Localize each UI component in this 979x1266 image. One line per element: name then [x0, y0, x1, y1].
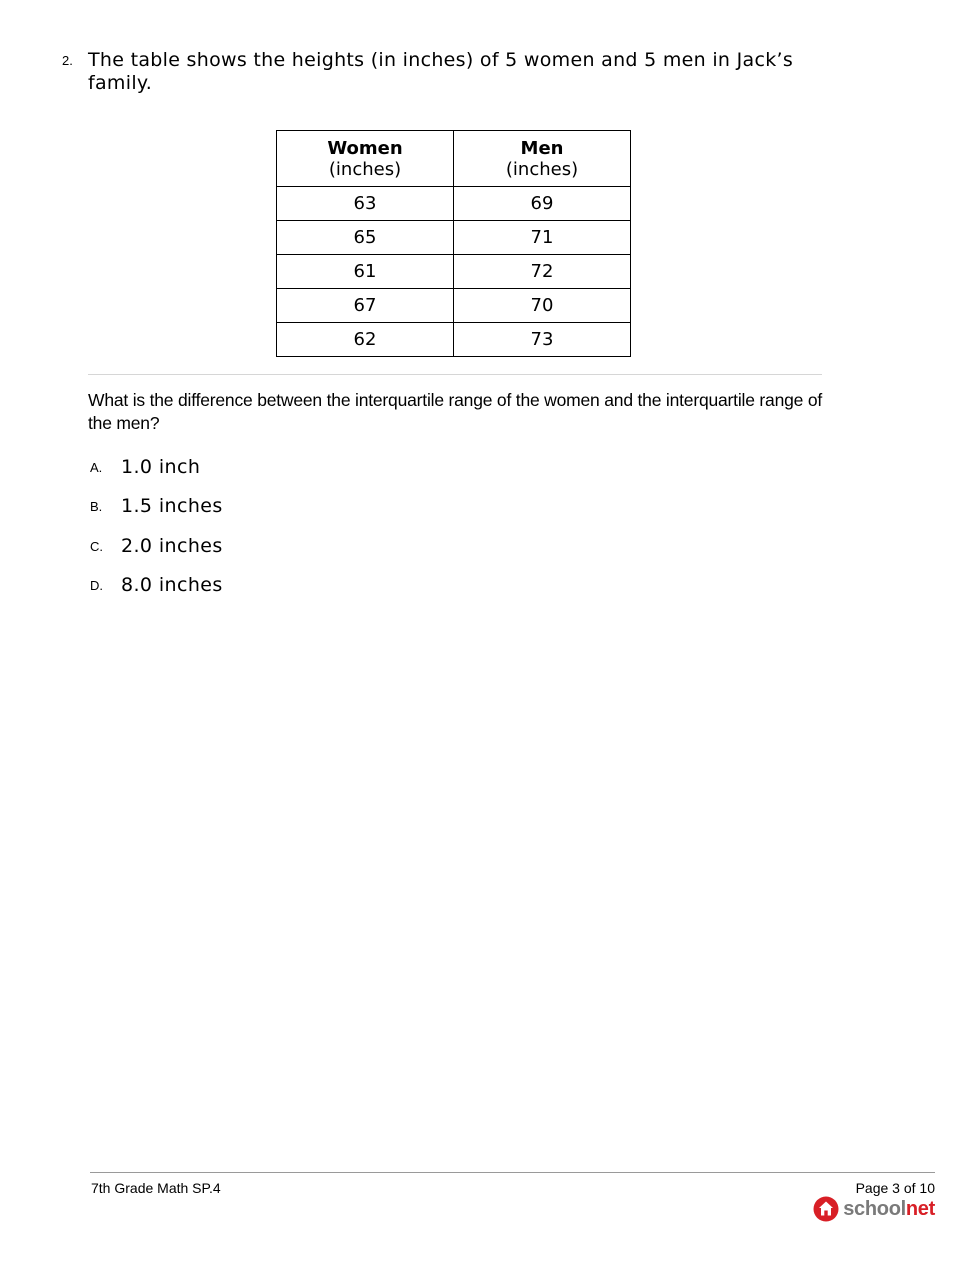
table-row	[277, 187, 631, 221]
women-height-cell: 65	[277, 221, 454, 255]
table-header-row	[277, 131, 631, 187]
choice-text: 8.0 inches	[121, 574, 223, 596]
table-row	[277, 221, 631, 255]
men-height-cell: 70	[454, 289, 631, 323]
question-prompt: What is the difference between the interquartile range of the women and the interquartile range of the men?	[88, 390, 823, 433]
question-stem: The table shows the heights (in inches) of 5 women and 5 men in Jack’s family.	[88, 49, 794, 94]
women-height-cell: 61	[277, 255, 454, 289]
footer-divider	[90, 1172, 935, 1173]
heights-table	[276, 130, 631, 357]
women-height-cell: 63	[277, 187, 454, 221]
men-height-cell: 73	[454, 323, 631, 357]
question-number: 2.	[62, 53, 73, 68]
women-height-cell: 67	[277, 289, 454, 323]
choice-text: 1.5 inches	[121, 495, 223, 517]
table-row	[277, 289, 631, 323]
choice-letter: A.	[90, 460, 103, 475]
table-row	[277, 323, 631, 357]
choice-letter: D.	[90, 578, 103, 593]
header-men-label: Men	[520, 137, 564, 159]
logo-text-net: net	[905, 1197, 935, 1220]
logo-wordmark	[843, 1198, 935, 1221]
header-women	[277, 131, 454, 187]
table-row	[277, 255, 631, 289]
header-women-unit: (inches)	[328, 158, 402, 180]
header-men-unit: (inches)	[505, 158, 579, 180]
logo-text-school: school	[843, 1197, 906, 1220]
header-women-label: Women	[327, 137, 403, 159]
house-icon	[813, 1196, 839, 1222]
section-divider	[88, 374, 822, 375]
men-height-cell: 71	[454, 221, 631, 255]
men-height-cell: 69	[454, 187, 631, 221]
page-indicator: Page 3 of 10	[855, 1180, 935, 1196]
header-men	[454, 131, 631, 187]
choice-letter: C.	[90, 539, 103, 554]
choice-text: 1.0 inch	[121, 456, 201, 478]
choice-letter: B.	[90, 499, 103, 514]
choice-text: 2.0 inches	[121, 535, 223, 557]
footer-title: 7th Grade Math SP.4	[91, 1180, 221, 1196]
schoolnet-logo	[813, 1195, 935, 1223]
men-height-cell: 72	[454, 255, 631, 289]
women-height-cell: 62	[277, 323, 454, 357]
